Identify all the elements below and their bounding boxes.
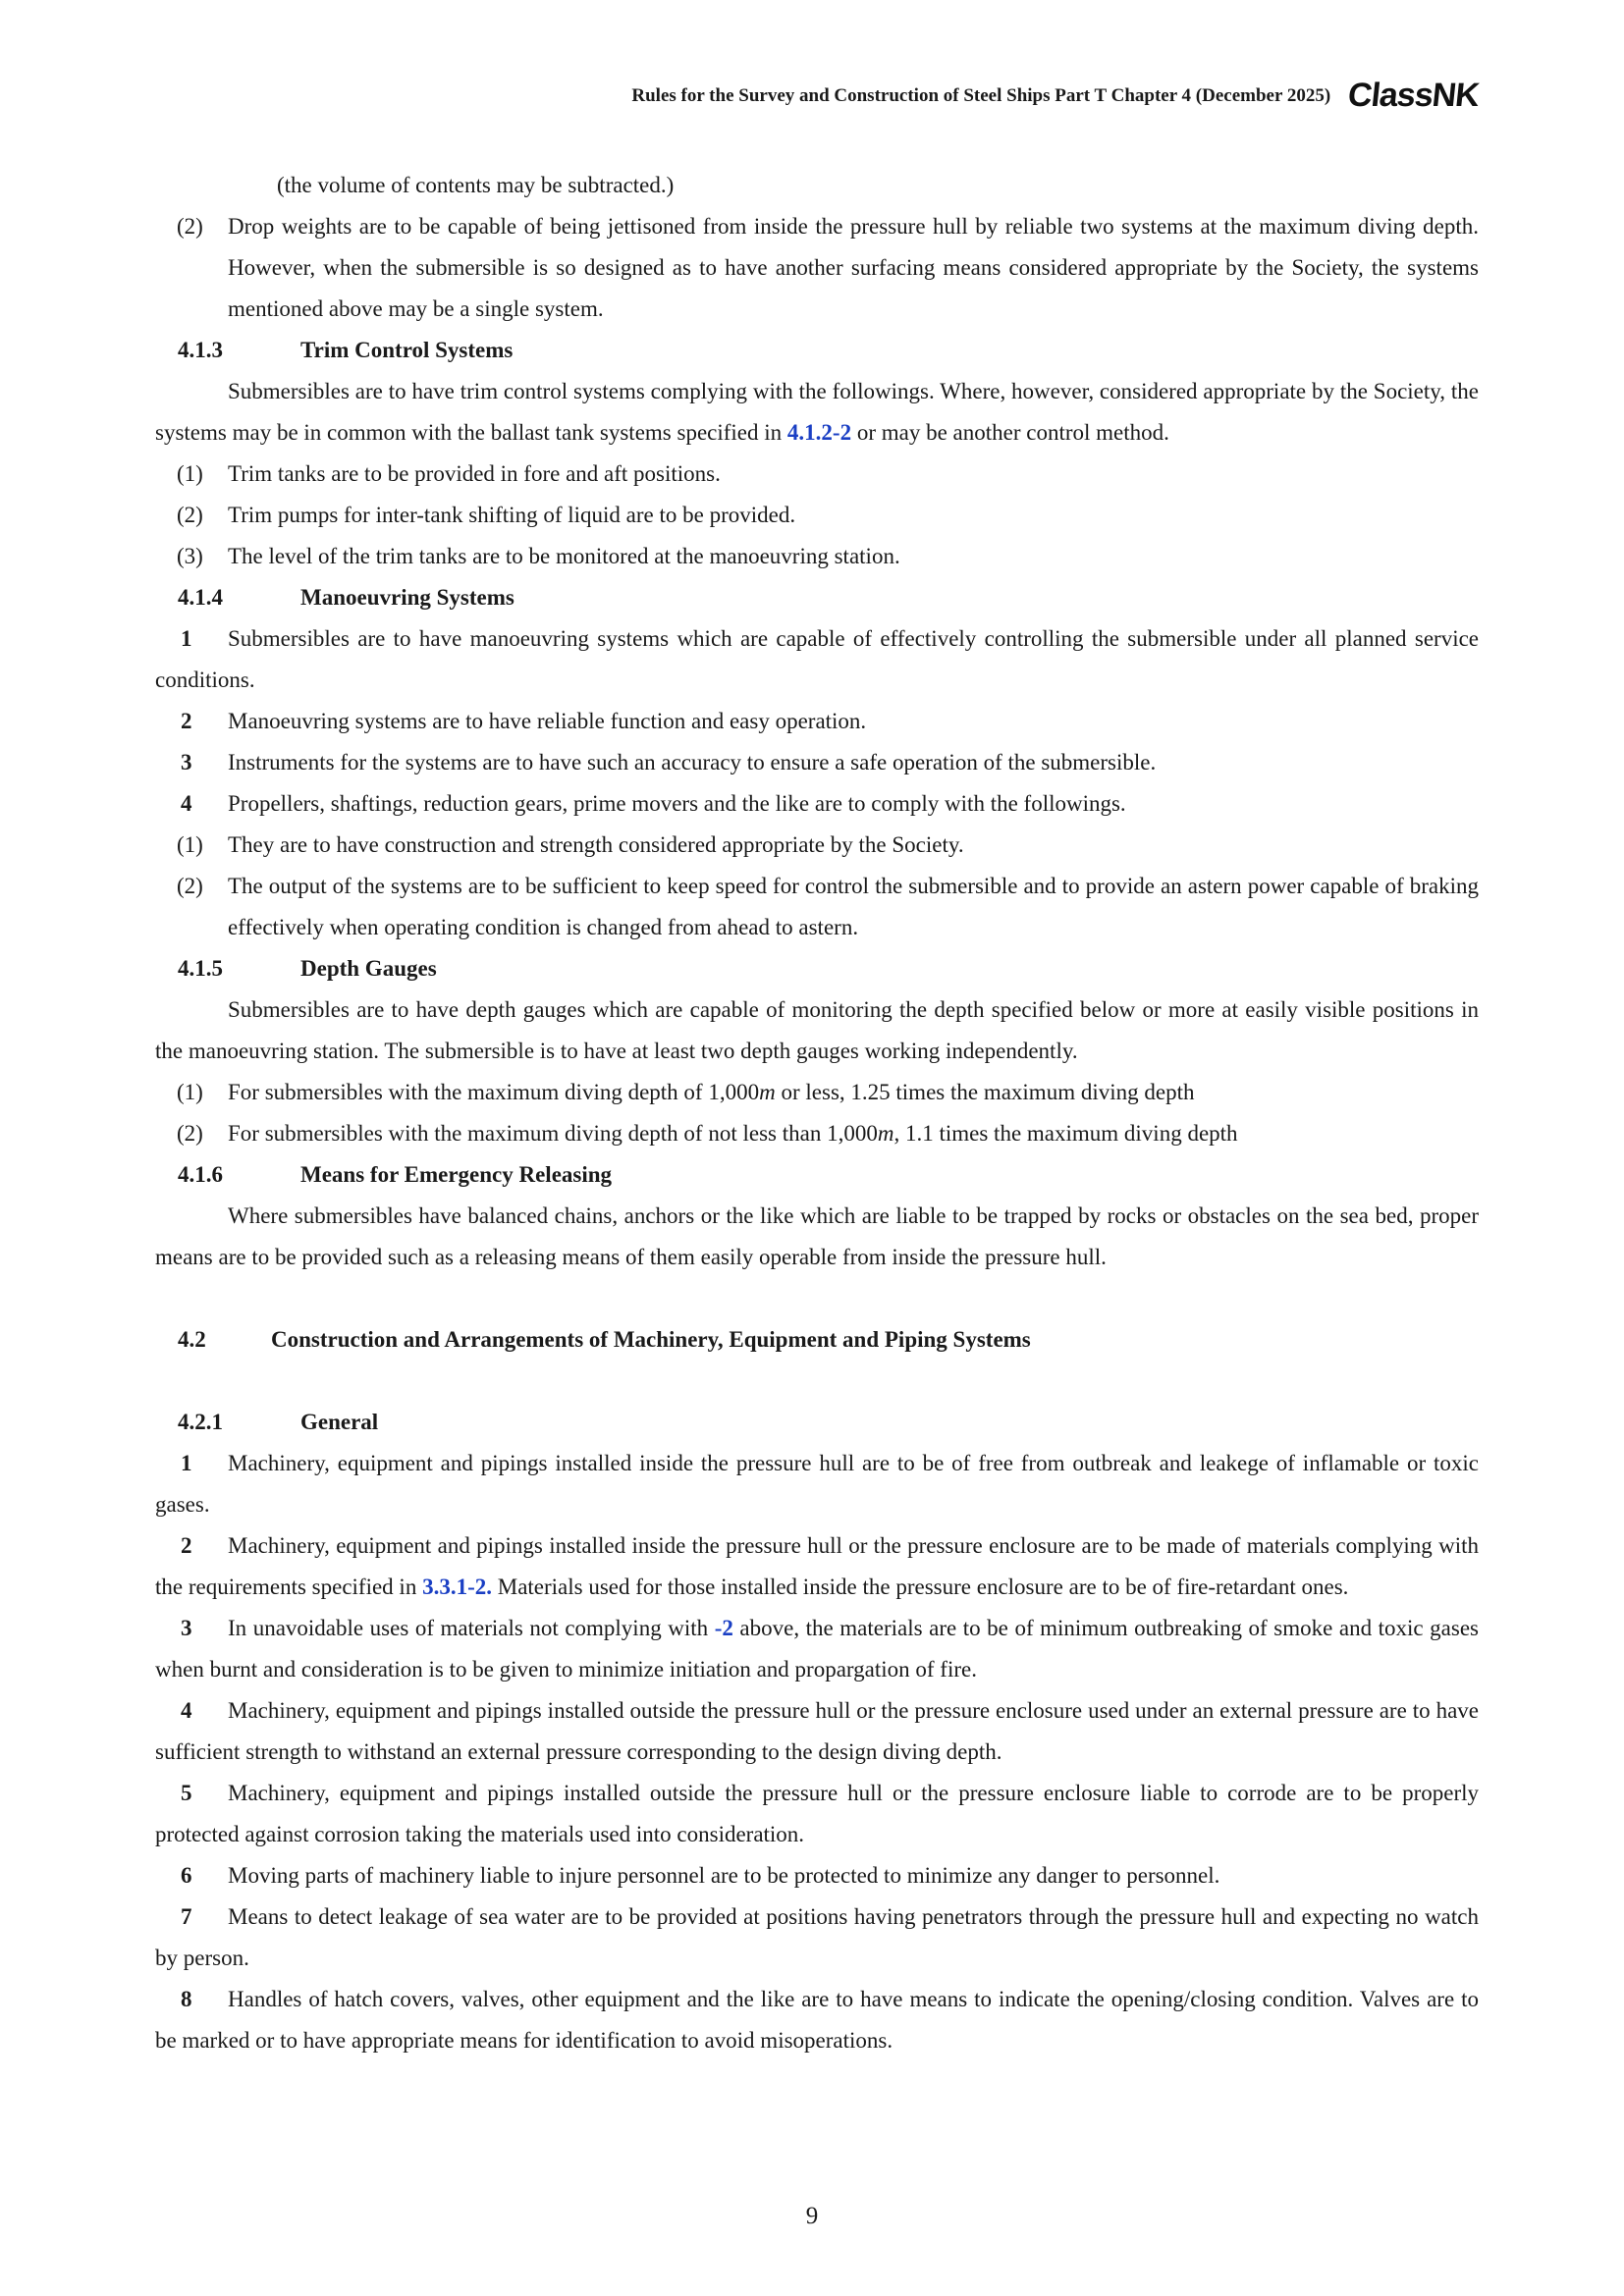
list-item: (2) The output of the systems are to be sufficient to keep speed for control the submersible and to provide an astern power capable of braking effectively when operating condition is changed from ahead to astern. <box>177 874 1479 939</box>
numbered-paragraph: 7 Means to detect leakage of sea water are to be provided at positions having penetrators through the pressure hull and expecting no watch by person. <box>155 1904 1479 1970</box>
list-item: (2) Drop weights are to be capable of being jettisoned from inside the pressure hull by reliable two systems at the maximum diving depth. However, when the submersible is so designed as to have another surfacing means considered appropriate by the Society, the systems mentioned above may be a single system. <box>177 214 1479 321</box>
numbered-paragraph: 3 In unavoidable uses of materials not complying with -2 above, the materials are to be of minimum outbreaking of smoke and toxic gases when burnt and consideration is to be given to minimize initiation and propargation of fire. <box>155 1616 1479 1682</box>
spacer <box>155 1278 1479 1319</box>
list-item: (1) Trim tanks are to be provided in fore and aft positions. <box>177 461 721 486</box>
paragraph: Submersibles are to have trim control systems complying with the followings. Where, however, considered appropriate by the Society, the systems may be in common with the ballast tank systems specified in 4.1.2-2 or may be another control method. <box>155 379 1479 445</box>
numbered-paragraph: 6 Moving parts of machinery liable to injure personnel are to be protected to minimize any danger to personnel. <box>181 1863 1220 1888</box>
numbered-paragraph: 1 Machinery, equipment and pipings installed inside the pressure hull are to be of free from outbreak and leakege of inflamable or toxic gases. <box>155 1451 1479 1517</box>
cross-reference-link[interactable]: -2 <box>714 1616 733 1640</box>
numbered-paragraph: 1 Submersibles are to have manoeuvring systems which are capable of effectively controlling the submersible under all planned service conditions. <box>155 626 1479 692</box>
list-item: (1) They are to have construction and strength considered appropriate by the Society. <box>177 832 964 857</box>
page-number: 9 <box>805 2203 819 2229</box>
section-heading-4-1-6: 4.1.6 Means for Emergency Releasing <box>178 1162 613 1187</box>
paragraph: Where submersibles have balanced chains, anchors or the like which are liable to be trapped by rocks or obstacles on the sea bed, proper means are to be provided such as a releasing means of them easily operable from inside the pressure hull. <box>155 1203 1479 1269</box>
numbered-paragraph: 2 Machinery, equipment and pipings installed inside the pressure hull or the pressure enclosure are to be made of materials complying with the requirements specified in 3.3.1-2. Materials used for those installed inside the pressure enclosure are to be of fire-retardant ones. <box>155 1533 1479 1599</box>
continuation-text: (the volume of contents may be subtracted.) <box>277 173 675 197</box>
list-item: (2) Trim pumps for inter-tank shifting of liquid are to be provided. <box>177 503 796 527</box>
section-heading-4-2-1: 4.2.1 General <box>178 1410 379 1434</box>
page-header <box>631 77 1482 115</box>
section-heading-4-2: 4.2 Construction and Arrangements of Machinery, Equipment and Piping Systems <box>178 1327 1031 1352</box>
numbered-paragraph: 5 Machinery, equipment and pipings installed outside the pressure hull or the pressure enclosure liable to corrode are to be properly protected against corrosion taking the materials used into consideration. <box>155 1781 1479 1846</box>
paragraph: Submersibles are to have depth gauges which are capable of monitoring the depth specified below or more at easily visible positions in the manoeuvring station. The submersible is to have at least two depth gauges working independently. <box>155 997 1479 1063</box>
list-item: (1) For submersibles with the maximum diving depth of 1,000m or less, 1.25 times the maximum diving depth <box>177 1080 1195 1104</box>
section-heading-4-1-4: 4.1.4 Manoeuvring Systems <box>178 585 514 610</box>
header-title: Rules for the Survey and Construction of Steel Ships Part T Chapter 4 (December 2025) <box>631 84 1331 106</box>
list-item: (2) For submersibles with the maximum diving depth of not less than 1,000m, 1.1 times the maximum diving depth <box>177 1121 1238 1146</box>
document-body <box>155 165 1479 2061</box>
numbered-paragraph: 2 Manoeuvring systems are to have reliable function and easy operation. <box>181 709 867 733</box>
cross-reference-link[interactable]: 4.1.2-2 <box>786 420 852 445</box>
section-heading-4-1-3: 4.1.3 Trim Control Systems <box>178 338 514 362</box>
numbered-paragraph: 8 Handles of hatch covers, valves, other equipment and the like are to have means to indicate the opening/closing condition. Valves are to be marked or to have appropriate means for identification to avoid misoperations. <box>155 1987 1479 2053</box>
spacer <box>155 1361 1479 1402</box>
numbered-paragraph: 4 Propellers, shaftings, reduction gears, prime movers and the like are to comply with the followings. <box>181 791 1126 816</box>
numbered-paragraph: 4 Machinery, equipment and pipings installed outside the pressure hull or the pressure enclosure used under an external pressure are to have sufficient strength to withstand an external pressure corresponding to the design diving depth. <box>155 1698 1479 1764</box>
list-item: (3) The level of the trim tanks are to be monitored at the manoeuvring station. <box>177 544 900 568</box>
classnk-logo: ClassNK <box>1346 77 1482 114</box>
cross-reference-link[interactable]: 3.3.1-2. <box>422 1575 492 1599</box>
section-heading-4-1-5: 4.1.5 Depth Gauges <box>178 956 437 981</box>
numbered-paragraph: 3 Instruments for the systems are to have such an accuracy to ensure a safe operation of the submersible. <box>181 750 1157 774</box>
